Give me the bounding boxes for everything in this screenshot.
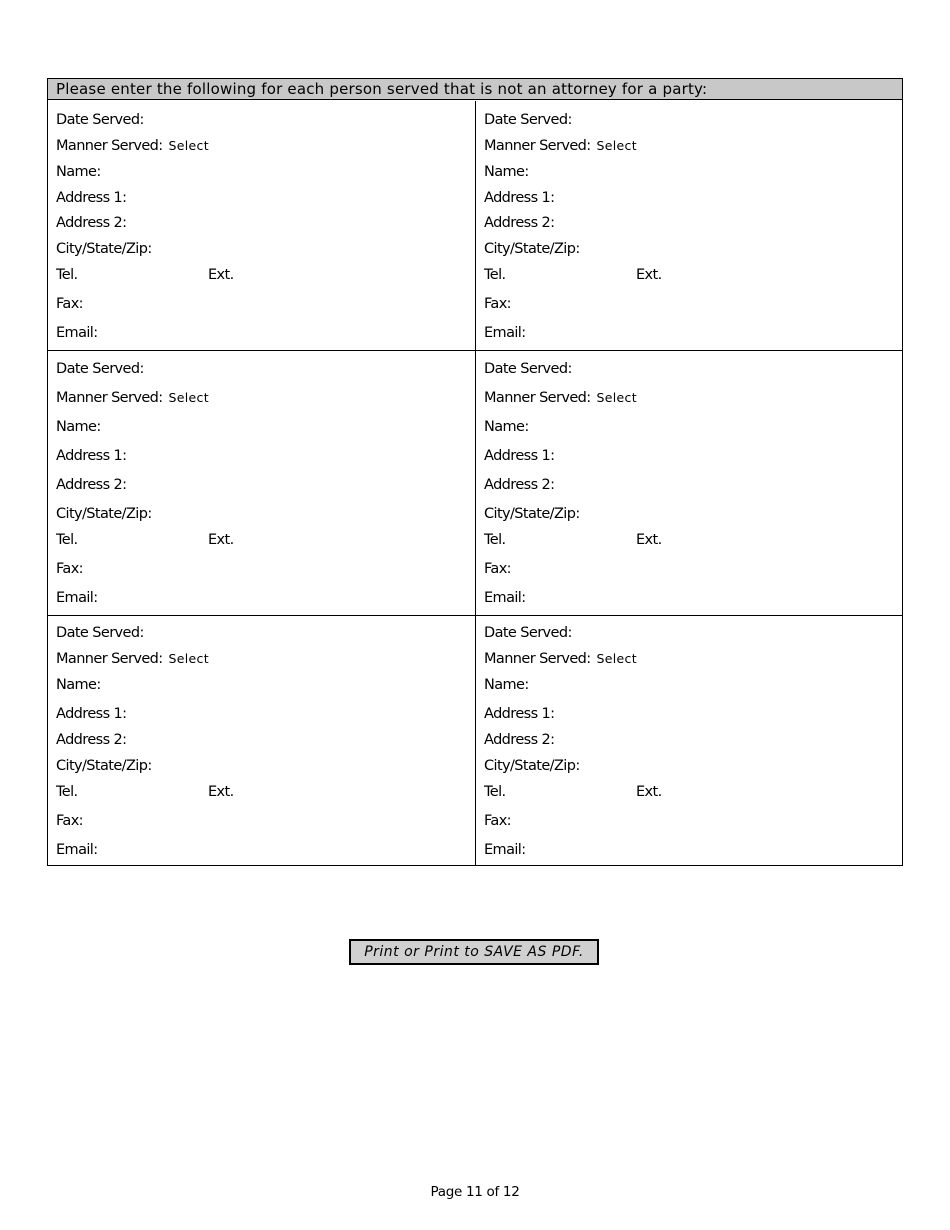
field-address1[interactable] [484, 705, 554, 723]
field-email[interactable] [56, 324, 98, 342]
field-city-state-zip[interactable] [484, 757, 580, 775]
field-address1[interactable] [56, 189, 126, 207]
person-served-block [48, 615, 475, 865]
field-fax[interactable] [56, 812, 83, 830]
field-name[interactable] [484, 163, 529, 181]
field-date-served[interactable] [484, 360, 572, 378]
field-label: City/State/Zip: [484, 758, 580, 774]
field-label: Manner Served: [56, 651, 163, 667]
field-label-ext: Ext. [636, 784, 662, 800]
field-address2[interactable] [56, 476, 126, 494]
field-label-ext: Ext. [636, 532, 662, 548]
field-label: Email: [484, 842, 526, 858]
field-email[interactable] [484, 324, 526, 342]
field-label: Email: [56, 325, 98, 341]
field-tel[interactable] [484, 531, 662, 549]
field-label: Address 1: [484, 448, 555, 464]
field-label: Name: [484, 677, 529, 693]
field-label: Manner Served: [56, 138, 163, 154]
person-served-block [475, 615, 902, 865]
field-label-ext: Ext. [208, 784, 234, 800]
field-label: City/State/Zip: [484, 241, 580, 257]
field-label: Name: [56, 419, 101, 435]
field-label: Date Served: [56, 361, 144, 377]
field-label: City/State/Zip: [56, 758, 152, 774]
field-label: Address 2: [56, 215, 127, 231]
field-date-served[interactable] [56, 360, 144, 378]
field-label: Fax: [56, 296, 83, 312]
field-label: Date Served: [484, 361, 572, 377]
field-label: Fax: [484, 813, 511, 829]
field-label: Tel. [56, 267, 78, 283]
field-label: Fax: [484, 296, 511, 312]
field-city-state-zip[interactable] [56, 757, 152, 775]
table-header: Please enter the following for each person served that is not an attorney for a party: [48, 79, 902, 100]
field-email[interactable] [484, 589, 526, 607]
field-label: Date Served: [56, 625, 144, 641]
field-label-ext: Ext. [208, 532, 234, 548]
field-label: City/State/Zip: [56, 241, 152, 257]
field-fax[interactable] [484, 560, 511, 578]
field-label: Tel. [56, 532, 78, 548]
field-name[interactable] [484, 418, 529, 436]
field-manner-served[interactable] [484, 650, 637, 668]
manner-served-select[interactable]: Select [168, 651, 209, 666]
field-label: Name: [56, 164, 101, 180]
field-label: Tel. [56, 784, 78, 800]
field-label: Date Served: [484, 112, 572, 128]
field-email[interactable] [56, 589, 98, 607]
field-label: Tel. [484, 267, 506, 283]
field-label: Address 1: [56, 190, 127, 206]
field-address2[interactable] [56, 214, 126, 232]
page-number: Page 11 of 12 [430, 1184, 520, 1200]
field-name[interactable] [56, 676, 101, 694]
field-date-served[interactable] [56, 624, 144, 642]
manner-served-select[interactable]: Select [168, 138, 209, 153]
field-label: Manner Served: [56, 390, 163, 406]
persons-served-table [47, 78, 903, 866]
field-label: Address 2: [56, 477, 127, 493]
field-label: City/State/Zip: [484, 506, 580, 522]
field-label: Tel. [484, 532, 506, 548]
field-label: Address 1: [484, 190, 555, 206]
field-label: Address 2: [484, 732, 555, 748]
field-label: Fax: [484, 561, 511, 577]
manner-served-select[interactable]: Select [168, 390, 209, 405]
field-label: Address 2: [484, 215, 555, 231]
field-date-served[interactable] [484, 111, 572, 129]
field-label: City/State/Zip: [56, 506, 152, 522]
field-date-served[interactable] [484, 624, 572, 642]
field-label-ext: Ext. [208, 267, 234, 283]
field-email[interactable] [484, 841, 526, 859]
field-label: Date Served: [56, 112, 144, 128]
field-fax[interactable] [484, 295, 511, 313]
manner-served-select[interactable]: Select [596, 138, 637, 153]
field-label: Address 1: [56, 706, 127, 722]
field-manner-served[interactable] [56, 389, 209, 407]
field-manner-served[interactable] [484, 389, 637, 407]
field-name[interactable] [484, 676, 529, 694]
field-address2[interactable] [484, 731, 554, 749]
field-tel[interactable] [56, 531, 234, 549]
field-city-state-zip[interactable] [484, 240, 580, 258]
field-address2[interactable] [56, 731, 126, 749]
field-label: Email: [56, 842, 98, 858]
field-email[interactable] [56, 841, 98, 859]
field-label: Address 2: [484, 477, 555, 493]
field-label: Date Served: [484, 625, 572, 641]
field-label: Fax: [56, 561, 83, 577]
print-save-pdf-button[interactable]: Print or Print to SAVE AS PDF. [349, 939, 599, 965]
field-label-ext: Ext. [636, 267, 662, 283]
person-served-block [475, 350, 902, 615]
field-address1[interactable] [484, 447, 554, 465]
field-tel[interactable] [56, 783, 234, 801]
field-label: Name: [484, 164, 529, 180]
field-label: Address 2: [56, 732, 127, 748]
field-label: Email: [484, 325, 526, 341]
field-city-state-zip[interactable] [56, 240, 152, 258]
field-manner-served[interactable] [56, 137, 209, 155]
field-address2[interactable] [484, 214, 554, 232]
person-served-block [48, 350, 475, 615]
field-address1[interactable] [56, 705, 126, 723]
field-address2[interactable] [484, 476, 554, 494]
field-fax[interactable] [484, 812, 511, 830]
field-label: Name: [56, 677, 101, 693]
field-label: Manner Served: [484, 651, 591, 667]
field-label: Fax: [56, 813, 83, 829]
field-manner-served[interactable] [56, 650, 209, 668]
person-served-block [48, 101, 475, 350]
field-label: Manner Served: [484, 390, 591, 406]
field-fax[interactable] [56, 560, 83, 578]
field-fax[interactable] [56, 295, 83, 313]
field-name[interactable] [56, 163, 101, 181]
field-label: Manner Served: [484, 138, 591, 154]
field-name[interactable] [56, 418, 101, 436]
field-city-state-zip[interactable] [484, 505, 580, 523]
field-address1[interactable] [56, 447, 126, 465]
field-label: Email: [56, 590, 98, 606]
field-tel[interactable] [484, 783, 662, 801]
field-label: Tel. [484, 784, 506, 800]
field-manner-served[interactable] [484, 137, 637, 155]
field-label: Email: [484, 590, 526, 606]
field-tel[interactable] [56, 266, 234, 284]
field-tel[interactable] [484, 266, 662, 284]
field-label: Address 1: [484, 706, 555, 722]
person-served-block [475, 101, 902, 350]
field-label: Address 1: [56, 448, 127, 464]
manner-served-select[interactable]: Select [596, 390, 637, 405]
field-address1[interactable] [484, 189, 554, 207]
field-label: Name: [484, 419, 529, 435]
manner-served-select[interactable]: Select [596, 651, 637, 666]
field-city-state-zip[interactable] [56, 505, 152, 523]
field-date-served[interactable] [56, 111, 144, 129]
